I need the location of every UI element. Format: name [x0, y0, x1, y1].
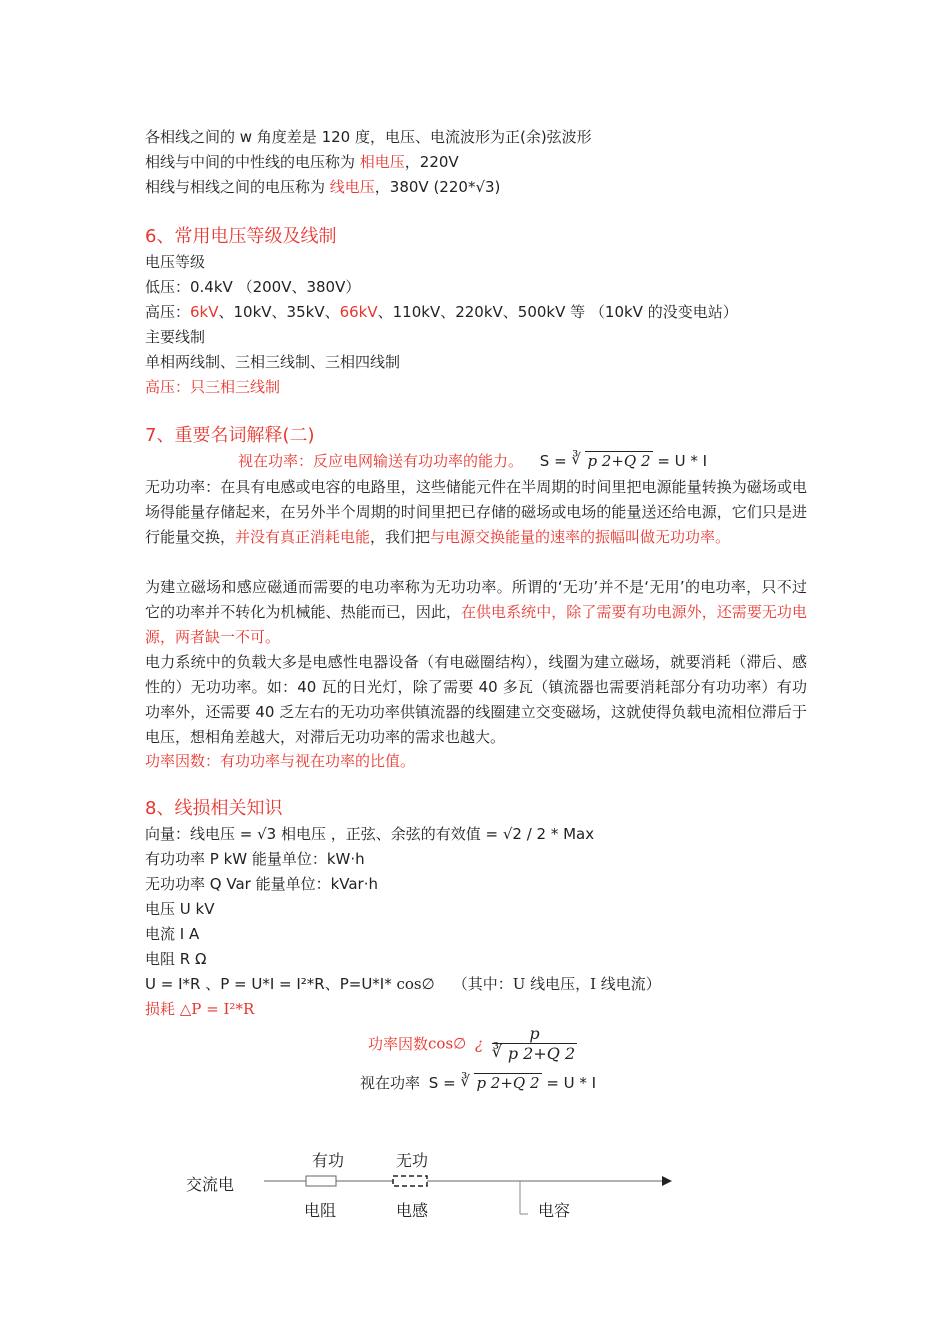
radical-sign: ∛	[491, 1042, 503, 1061]
resistor-label: 电阻	[304, 1201, 337, 1220]
text: U = I*R 、P = U*I = I²*R、P=U*I*	[145, 975, 397, 993]
text: 相线与中间的中性线的电压称为	[145, 153, 360, 171]
vector-line: 向量：线电压 = √3 相电压 ，正弦、余弦的有效值 = √2 / 2 * Max	[145, 825, 595, 843]
inductor-symbol	[393, 1176, 427, 1186]
text: 、10kV、35kV、	[218, 303, 340, 321]
text: 无功功率：在具有电感或电容的电路里，这些储能元件在半周期的时间里把电源能量转换为磁场或电场得能量存储起来，在另外半个周期的时间里把已存储的磁场或电场的能量送还给电源，它们只是进行能量交换，	[145, 478, 807, 546]
power-factor-definition: 功率因数：有功功率与视在功率的比值。	[145, 752, 416, 770]
resistor-symbol	[306, 1176, 336, 1186]
line-phase-angle: 各相线之间的 w 角度差是 120 度，电压、电流波形为正(余)弦波形	[145, 128, 592, 146]
section-8-heading: 8、线损相关知识	[145, 798, 283, 819]
text: 相线与相线之间的电压称为	[145, 178, 330, 196]
highlight: 并没有真正消耗电能	[235, 528, 371, 546]
resistance-line: 电阻 R Ω	[145, 950, 207, 968]
s-equals: S =	[539, 452, 567, 470]
main-wiring-label: 主要线制	[145, 328, 206, 346]
text: 为建立磁场和感应磁通而需要的电功率称为无功功率。所谓的‘无功’并不是‘无用’的电功率，只不过它的功率并不转化为机械能、热能而已，因此，	[145, 578, 807, 621]
reactive-power-line: 无功功率 Q Var 能量单位：kVar·h	[145, 875, 378, 893]
current-line: 电流 I A	[145, 925, 200, 943]
radicand: p 2+Q 2	[476, 1074, 540, 1092]
s-equals: S =	[428, 1074, 456, 1092]
section-7-heading: 7、重要名词解释(二)	[145, 425, 315, 446]
highlight: 与电源交换能量的速率的振幅叫做无功功率。	[430, 528, 731, 546]
voltage-line: 电压 U kV	[145, 900, 215, 918]
capacitor-label: 电容	[538, 1201, 571, 1220]
text: （其中：U 线电压，I 线电流）	[452, 975, 661, 993]
pf-cos: cos∅	[428, 1034, 467, 1053]
pf-label: 功率因数	[368, 1035, 429, 1053]
active-label: 有功	[312, 1151, 345, 1170]
text: 、110kV、220kV、500kV 等 （10kV 的没变电站）	[377, 303, 738, 321]
radicand: p 2+Q 2	[587, 452, 651, 470]
radical-sign: ∛	[571, 450, 581, 468]
equals-ui: = U * I	[657, 452, 708, 470]
text: 高压：	[145, 303, 191, 321]
active-power-line: 有功功率 P kW 能量单位：kW·h	[145, 850, 365, 868]
high-voltage-wiring: 高压：只三相三线制	[145, 378, 281, 396]
reactive-label: 无功	[396, 1151, 429, 1170]
loss-formula: 损耗 △P = I²*R	[145, 1000, 255, 1018]
highlight: 在供电系统中，除了需要有功电源外，还需要无功电源，两者缺一不可。	[145, 603, 807, 646]
wiring-types: 单相两线制、三相三线制、三相四线制	[145, 353, 401, 371]
reactive-power-paragraph-3: 电力系统中的负载大多是电感性电器设备（有电磁圈结构），线圈为建立磁场，就要消耗（滞后、感性的）无功功率。如：40 瓦的日光灯，除了需要 40 多瓦（镇流器也需要消耗部分有功功率）有功功率外，还需要 40 乏左右的无功功率供镇流器的线圈建立交变磁场，这就使得负载电流相位滞后于电压，想相角差越大，对滞后无功功率的需求也越大。	[145, 653, 807, 746]
text: ，380V (220*√3)	[374, 178, 501, 196]
pf-equals-glyph: ¿	[475, 1034, 484, 1053]
section-6-heading: 6、常用电压等级及线制	[145, 226, 337, 247]
highlight: 相电压	[359, 153, 405, 171]
radicand: p 2+Q 2	[507, 1044, 576, 1063]
low-voltage-line: 低压：0.4kV （200V、380V）	[145, 278, 361, 296]
apparent-power-definition: 视在功率：反应电网输送有功功率的能力。	[238, 452, 524, 470]
highlight: 线电压	[329, 178, 375, 196]
equals-ui: = U * I	[546, 1074, 597, 1092]
ac-label: 交流电	[186, 1175, 235, 1194]
cos-symbol: cos∅	[396, 975, 435, 993]
highlight: 6kV	[190, 303, 219, 321]
highlight: 66kV	[339, 303, 378, 321]
pf-numerator: p	[492, 1024, 577, 1044]
inductor-label: 电感	[396, 1201, 429, 1220]
text: ，我们把	[370, 528, 431, 546]
text: ，220V	[404, 153, 459, 171]
radical-sign: ∛	[460, 1072, 470, 1090]
apparent-label: 视在功率	[360, 1074, 421, 1092]
arrowhead	[662, 1176, 672, 1186]
voltage-level-label: 电压等级	[145, 253, 206, 271]
